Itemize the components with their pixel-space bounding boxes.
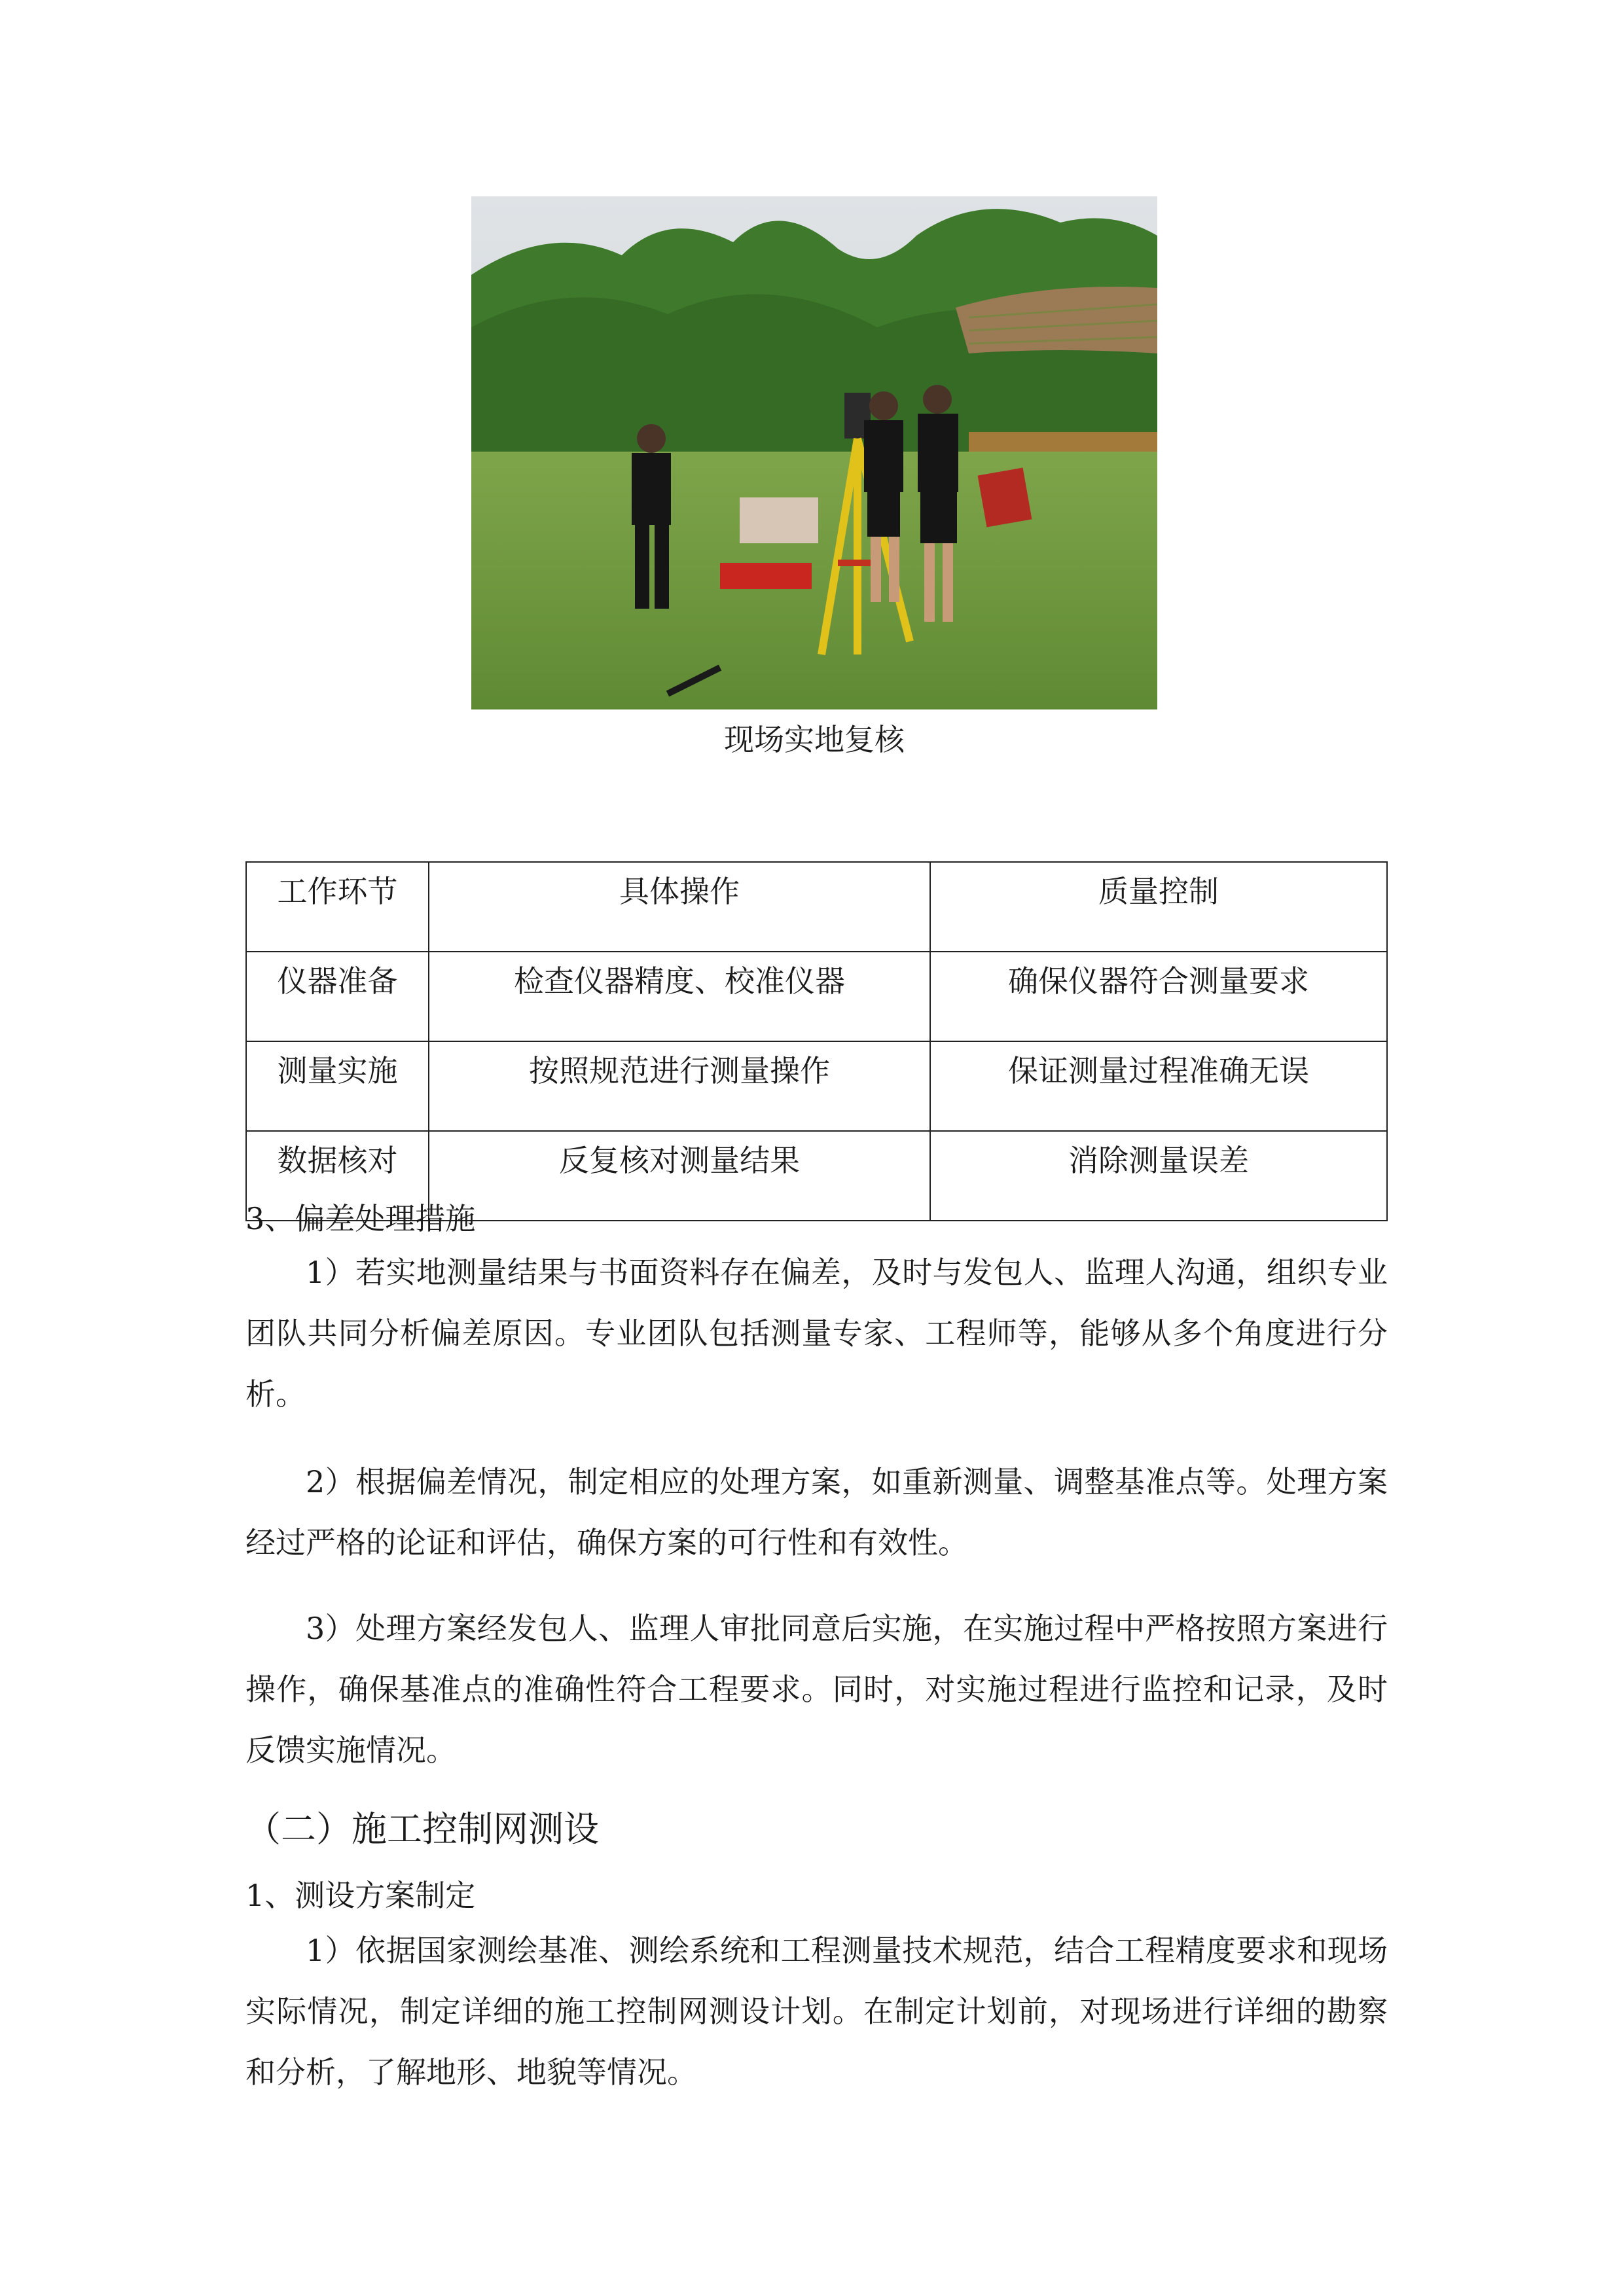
header-cell: 工作环节: [246, 862, 429, 952]
table-cell: 消除测量误差: [930, 1131, 1387, 1221]
subsection-heading: 1、测设方案制定: [245, 1878, 476, 1913]
table-cell: 检查仪器精度、校准仪器: [429, 952, 930, 1041]
table-cell: 仪器准备: [246, 952, 429, 1041]
section-3-heading: 3、偏差处理措施: [245, 1201, 476, 1236]
section-heading: （二）施工控制网测设: [245, 1808, 599, 1850]
site-survey-photo: [471, 196, 1157, 709]
table-cell: 数据核对: [246, 1131, 429, 1221]
operations-table: [245, 861, 1388, 1221]
table-header-row: [246, 862, 1387, 952]
table-cell: 反复核对测量结果: [429, 1131, 930, 1221]
header-cell: 具体操作: [429, 862, 930, 952]
paragraph: 1）若实地测量结果与书面资料存在偏差，及时与发包人、监理人沟通，组织专业团队共同分析偏差原因。专业团队包括测量专家、工程师等，能够从多个角度进行分析。: [245, 1255, 1388, 1412]
table-row: [246, 1041, 1387, 1131]
paragraph: 2）根据偏差情况，制定相应的处理方案，如重新测量、调整基准点等。处理方案经过严格的论证和评估，确保方案的可行性和有效性。: [245, 1464, 1388, 1560]
table-cell: 测量实施: [246, 1041, 429, 1131]
paragraph: 3）处理方案经发包人、监理人审批同意后实施，在实施过程中严格按照方案进行操作，确保基准点的准确性符合工程要求。同时，对实施过程进行监控和记录，及时反馈实施情况。: [245, 1611, 1388, 1768]
table-cell: 保证测量过程准确无误: [930, 1041, 1387, 1131]
table-cell: 确保仪器符合测量要求: [930, 952, 1387, 1041]
table-row: [246, 952, 1387, 1041]
header-cell: 质量控制: [930, 862, 1387, 952]
figure-caption: 现场实地复核: [724, 722, 905, 757]
table-cell: 按照规范进行测量操作: [429, 1041, 930, 1131]
paragraph: 1）依据国家测绘基准、测绘系统和工程测量技术规范，结合工程精度要求和现场实际情况，制定详细的施工控制网测设计划。在制定计划前，对现场进行详细的勘察和分析，了解地形、地貌等情况。: [245, 1933, 1388, 2090]
